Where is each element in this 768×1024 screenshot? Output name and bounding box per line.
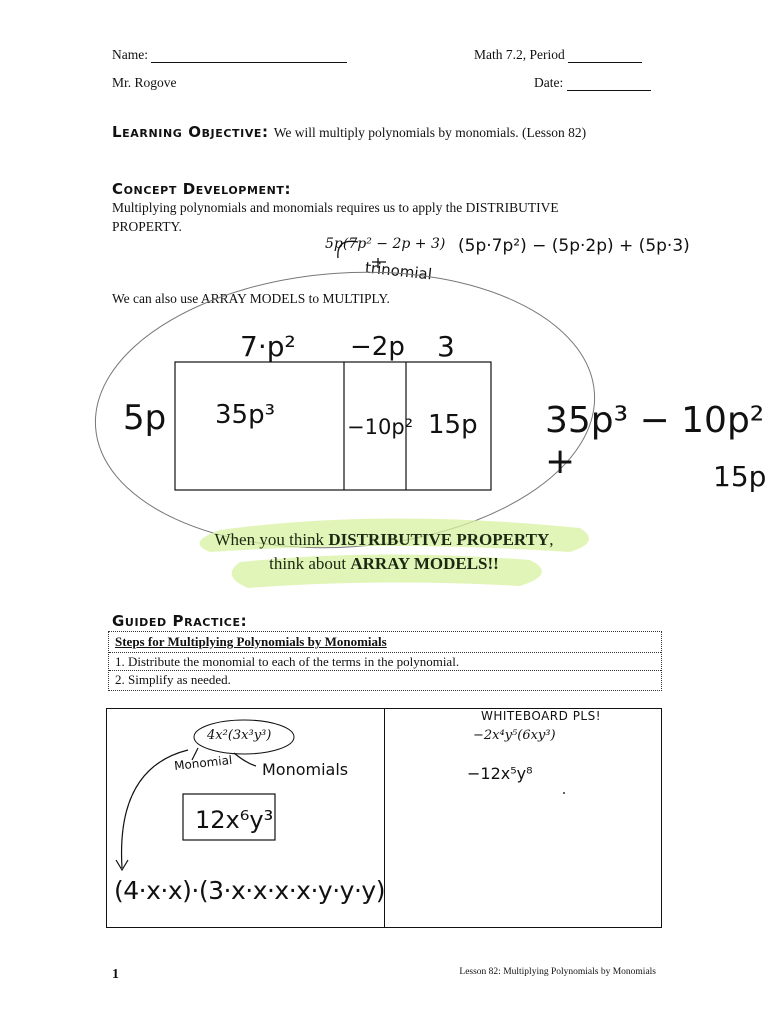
- step-1: 1. Distribute the monomial to each of the terms in the polynomial.: [109, 652, 661, 670]
- learning-objective-text: We will multiply polynomials by monomials. (Lesson 82): [273, 125, 587, 140]
- footer-lesson: Lesson 82: Multiplying Polynomials by Monomials: [459, 967, 656, 977]
- concept-text-line1: Multiplying polynomials and monomials requires us to apply the DISTRIBUTIVE: [112, 200, 559, 215]
- teacher-name: Mr. Rogove: [112, 75, 177, 90]
- distribute-arc: [338, 241, 358, 258]
- left-expanded: (4·x·x)·(3·x·x·x·x·y·y·y): [114, 876, 385, 905]
- left-problem-expression: 4x²(3x³y³): [207, 728, 272, 743]
- callout-line1-bold: DISTRIBUTIVE PROPERTY: [328, 530, 550, 549]
- monomials-pointer: [234, 753, 256, 766]
- class-label: Math 7.2, Period: [474, 47, 565, 62]
- handwritten-expansion: (5p·7p²) − (5p·2p) + (5p·3): [458, 236, 690, 256]
- callout-line1-prefix: When you think: [214, 530, 329, 549]
- array-column-label-3: 3: [437, 330, 455, 363]
- expression: 5p(7p² − 2p + 3): [325, 236, 446, 252]
- array-column-label-1: 7·p²: [240, 330, 296, 363]
- callout-line1-suffix: ,: [549, 530, 554, 549]
- left-note-monomials: Monomials: [262, 760, 349, 779]
- steps-box: [108, 631, 662, 691]
- learning-objective-title: Learning Objective:: [112, 123, 269, 141]
- array-cell-1: 35p³: [215, 400, 276, 430]
- callout-line2: [110, 554, 658, 574]
- array-models-text: We can also use ARRAY MODELS to MULTIPLY.: [112, 291, 390, 306]
- array-result-line1: 35p³ − 10p² +: [545, 400, 765, 482]
- right-answer: −12x⁵y⁸: [467, 764, 533, 783]
- array-cell-2: −10p²: [347, 415, 414, 439]
- concept-text-line2: PROPERTY.: [112, 219, 182, 234]
- stray-dot: [563, 792, 565, 794]
- name-label: Name:: [112, 47, 148, 62]
- callout-line1: [110, 530, 658, 550]
- concept-development-title: Concept Development:: [112, 180, 292, 198]
- steps-title: Steps for Multiplying Polynomials by Monomials: [115, 634, 387, 649]
- array-column-label-2: −2p: [350, 332, 405, 362]
- handwritten-note-trinomial: trinomial: [364, 258, 433, 284]
- callout-line2-bold: ARRAY MODELS!!: [350, 554, 499, 573]
- array-row-label: 5p: [123, 398, 167, 438]
- guided-practice-title: Guided Practice:: [112, 612, 248, 630]
- callout-line2-prefix: think about: [269, 554, 351, 573]
- array-result-line2: 15p: [713, 460, 767, 493]
- date-label: Date:: [534, 75, 564, 90]
- right-problem-expression: −2x⁴y⁵(6xy³): [473, 728, 556, 743]
- array-cell-3: 15p: [428, 410, 478, 440]
- step-2: 2. Simplify as needed.: [109, 670, 661, 688]
- left-answer: 12x⁶y³: [195, 806, 274, 834]
- trinomial-plus-mark: [372, 258, 386, 268]
- page-number: 1: [112, 967, 119, 982]
- right-note: WHITEBOARD PLS!: [481, 709, 602, 723]
- left-note-monomial: Monomial: [173, 752, 233, 774]
